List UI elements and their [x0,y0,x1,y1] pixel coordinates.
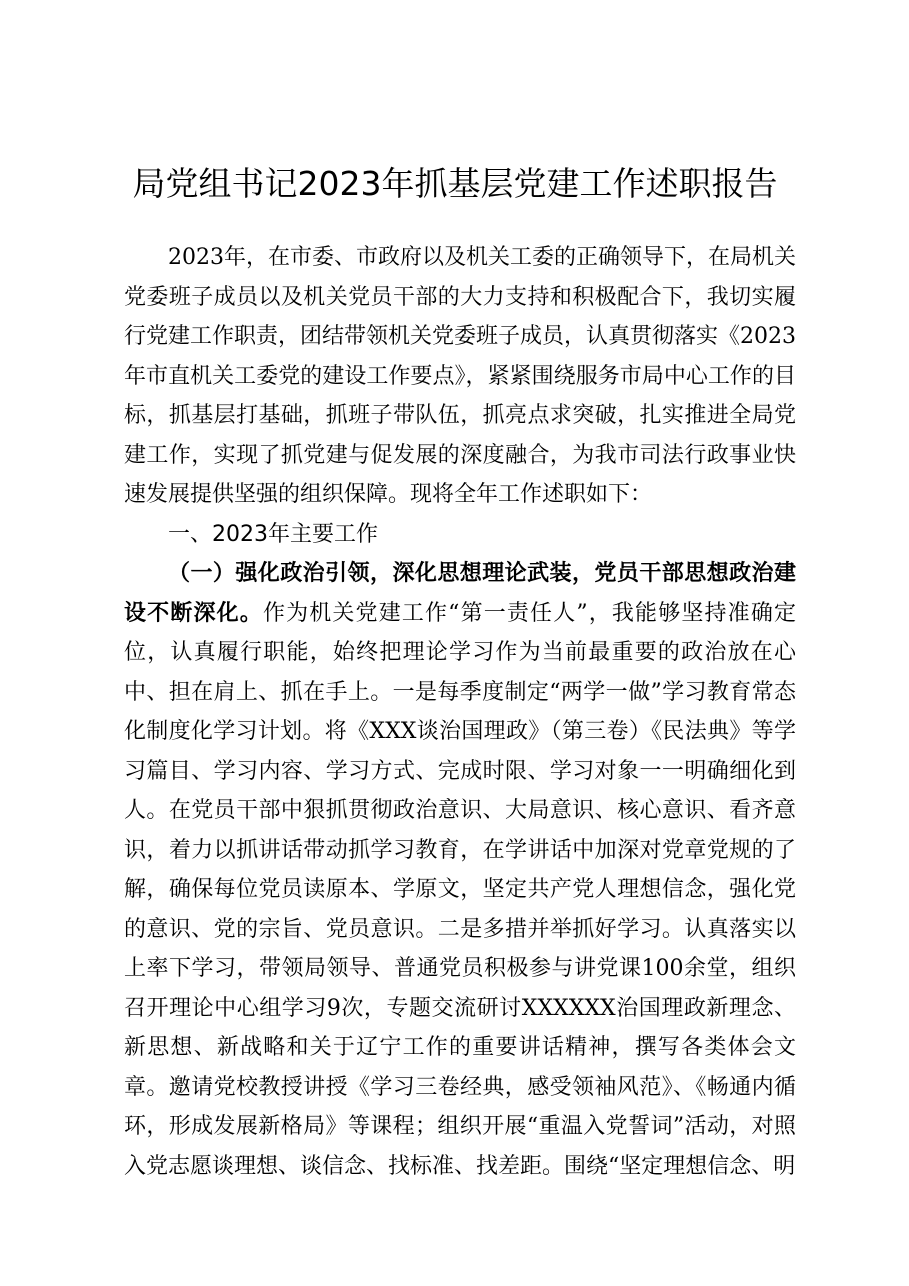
document-body [124,238,796,1186]
subsection-paragraph [124,554,796,1186]
section-heading: 一、2023年主要工作 [168,521,378,547]
subsection-body: 作为机关党建工作“第一责任人”，我能够坚持准确定位，认真履行职能，始终把理论学习作为当前最重要的政治放在心中、担在肩上、抓在手上。一是每季度制定“两学一做”学习教育常态化制度化学习计划。将《XXX谈治国理政》（第三卷）《民法典》等学习篇目、学习内容、学习方式、完成时限、学习对象一一明确细化到人。在党员干部中狠抓贯彻政治意识、大局意识、核心意识、看齐意识，着力以抓讲话带动抓学习教育，在学讲话中加深对党章党规的了解，确保每位党员读原本、学原文，坚定共产党人理想信念，强化党的意识、党的宗旨、党员意识。二是多措并举抓好学习。认真落实以上率下学习，带领局领导、普通党员积极参与讲党课100余堂，组织召开理论中心组学习9次，专题交流研讨XXXXXX治国理政新理念、新思想、新战略和关于辽宁工作的重要讲话精神，撰写各类体会文章。邀请党校教授讲授《学习三卷经典，感受领袖风范》、《畅通内循环，形成发展新格局》等课程；组织开展“重温入党誓词”活动，对照入党志愿谈理想、谈信念、找标准、找差距。围绕“坚定理想信念、明 [124,600,796,1179]
document-title: 局党组书记2023年抓基层党建工作述职报告 [132,164,778,203]
subsection-lead: （一）强化政治引领，深化思想理论武装，党员干部思想政治建设不断深化。 [124,560,796,626]
intro-paragraph: 2023年，在市委、市政府以及机关工委的正确领导下，在局机关党委班子成员以及机关党员干部的大力支持和积极配合下，我切实履行党建工作职责，团结带领机关党委班子成员，认真贯彻落实《2023年市直机关工委党的建设工作要点》，紧紧围绕服务市局中心工作的目标，抓基层打基础，抓班子带队伍，抓亮点求突破，扎实推进全局党建工作，实现了抓党建与促发展的深度融合，为我市司法行政事业快速发展提供坚强的组织保障。现将全年工作述职如下： [124,245,796,507]
